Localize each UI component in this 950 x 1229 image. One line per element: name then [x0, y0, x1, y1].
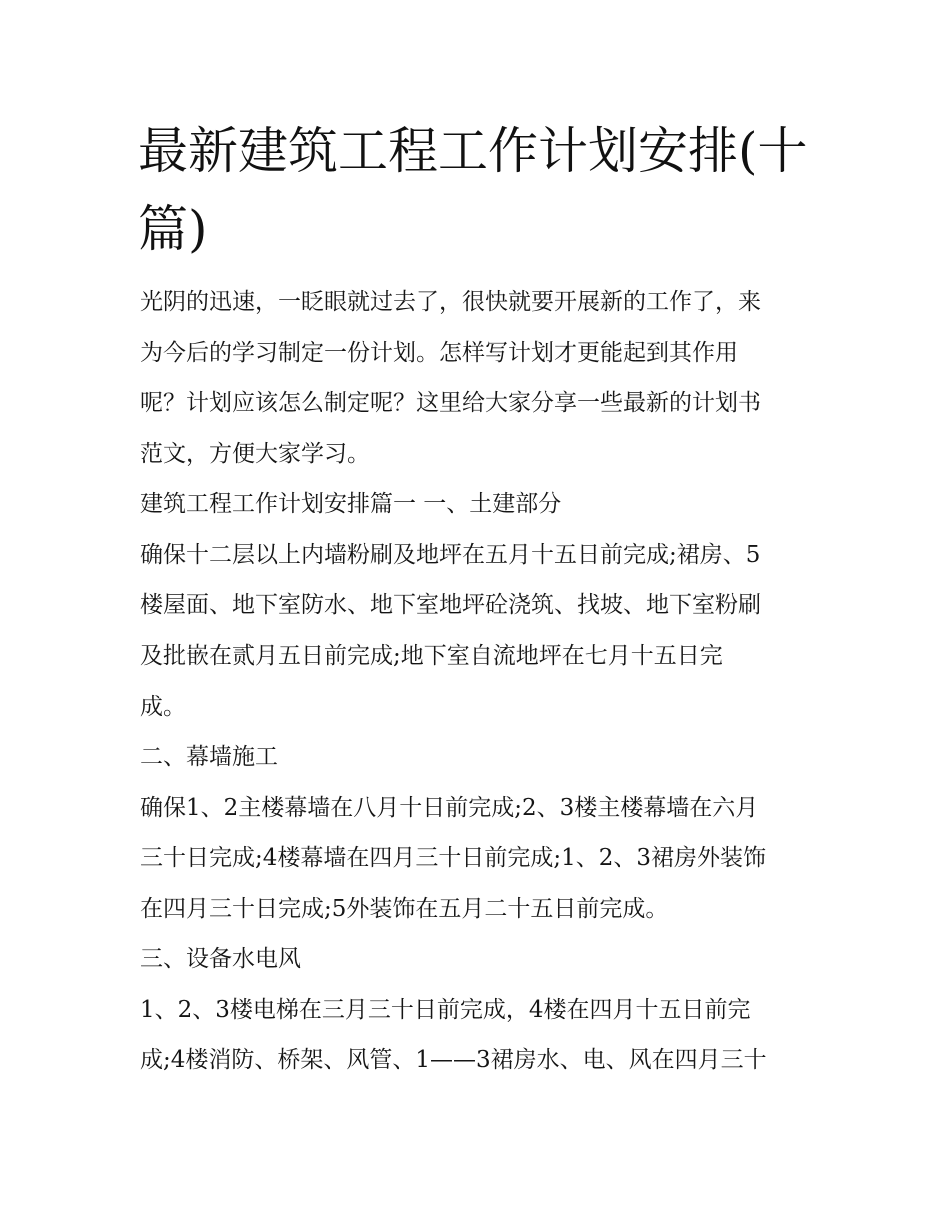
paragraph-line: 三十日完成;4楼幕墙在四月三十日前完成;1、2、3裙房外装饰 — [140, 845, 767, 871]
document-title — [138, 112, 828, 268]
intro-line: 呢？计划应该怎么制定呢？这里给大家分享一些最新的计划书 — [140, 390, 761, 416]
paragraph-line: 确保1、2主楼幕墙在八月十日前完成;2、3楼主楼幕墙在六月 — [140, 795, 759, 821]
paragraph-line: 楼屋面、地下室防水、地下室地坪砼浇筑、找坡、地下室粉刷 — [140, 592, 761, 618]
paragraph-line: 确保十二层以上内墙粉刷及地坪在五月十五日前完成;裙房、5 — [140, 542, 761, 568]
paragraph-line: 成。 — [140, 694, 186, 720]
section-heading: 建筑工程工作计划安排篇一 一、土建部分 — [140, 491, 562, 517]
paragraph-line: 在四月三十日完成;5外装饰在五月二十五日前完成。 — [140, 896, 669, 922]
title-line: 篇) — [138, 200, 208, 258]
title-line: 最新建筑工程工作计划安排(十 — [138, 122, 808, 180]
paragraph-line: 1、2、3楼电梯在三月三十日前完成，4楼在四月十五日前完 — [140, 997, 751, 1023]
section-heading: 二、幕墙施工 — [140, 744, 278, 770]
intro-line: 范文，方便大家学习。 — [140, 441, 370, 467]
intro-line: 光阴的迅速，一眨眼就过去了，很快就要开展新的工作了，来 — [140, 289, 761, 315]
intro-line: 为今后的学习制定一份计划。怎样写计划才更能起到其作用 — [140, 340, 738, 366]
section-heading: 三、设备水电风 — [140, 946, 301, 972]
paragraph-line: 成;4楼消防、桥架、风管、1——3裙房水、电、风在四月三十 — [140, 1047, 767, 1073]
paragraph-line: 及批嵌在贰月五日前完成;地下室自流地坪在七月十五日完 — [140, 643, 723, 669]
